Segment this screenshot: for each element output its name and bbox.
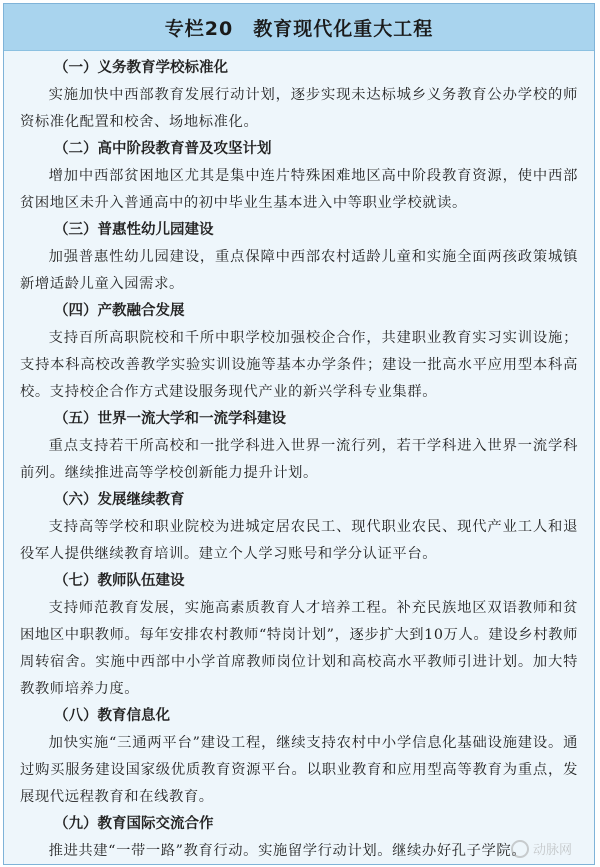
section-heading: （四）产教融合发展 (54, 303, 185, 319)
watermark (511, 839, 572, 858)
section-heading: （三）普惠性幼儿园建设 (54, 222, 214, 238)
section-5 (20, 406, 578, 487)
section-heading: （七）教师队伍建设 (54, 573, 185, 589)
watermark-text: 动脉网 (532, 843, 572, 858)
section-heading: （九）教育国际交流合作 (54, 816, 214, 832)
section-2 (20, 136, 578, 217)
section-heading: （五）世界一流大学和一流学科建设 (54, 411, 286, 427)
section-text: 增加中西部贫困地区尤其是集中连片特殊困难地区高中阶段教育资源，使中西部贫困地区未升入普通高中的初中毕业生基本进入中等职业学校就读。 (20, 168, 578, 211)
section-6 (20, 487, 578, 568)
section-8 (20, 703, 578, 811)
section-1 (20, 55, 578, 136)
section-4 (20, 298, 578, 406)
section-heading: （二）高中阶段教育普及攻坚计划 (54, 141, 272, 157)
title-bar (4, 4, 594, 51)
section-heading: （一）义务教育学校标准化 (54, 60, 228, 76)
section-text: 推进共建“一带一路”教育行动。实施留学行动计划。继续办好孔子学院。 (48, 843, 527, 859)
section-text: 加快实施“三通两平台”建设工程，继续支持农村中小学信息化基础设施建设。通过购买服务建设国家级优质教育资源平台。以职业教育和应用型高等教育为重点，发展现代远程教育和在线教育。 (20, 735, 578, 805)
section-7 (20, 568, 578, 703)
section-text: 重点支持若干所高校和一批学科进入世界一流行列，若干学科进入世界一流学科前列。继续推进高等学校创新能力提升计划。 (20, 438, 578, 481)
column-box (3, 3, 595, 865)
content (4, 51, 594, 865)
section-heading: （八）教育信息化 (54, 708, 170, 724)
section-9 (20, 811, 578, 865)
page-title: 专栏20 教育现代化重大工程 (164, 17, 434, 40)
section-text: 支持师范教育发展，实施高素质教育人才培养工程。补充民族地区双语教师和贫困地区中职教师。每年安排农村教师“特岗计划”，逐步扩大到10万人。建设乡村教师周转宿舍。实施中西部中小学首席教师岗位计划和高校高水平教师引进计划。加大特教教师培养力度。 (20, 600, 578, 697)
watermark-logo-icon (511, 840, 529, 858)
section-3 (20, 217, 578, 298)
section-text: 实施加快中西部教育发展行动计划，逐步实现未达标城乡义务教育公办学校的师资标准化配置和校舍、场地标准化。 (20, 87, 578, 130)
section-heading: （六）发展继续教育 (54, 492, 185, 508)
section-text: 加强普惠性幼儿园建设，重点保障中西部农村适龄儿童和实施全面两孩政策城镇新增适龄儿童入园需求。 (20, 249, 578, 292)
section-text: 支持百所高职院校和千所中职学校加强校企合作，共建职业教育实习实训设施；支持本科高校改善教学实验实训设施等基本办学条件；建设一批高水平应用型本科高校。支持校企合作方式建设服务现代产业的新兴学科专业集群。 (20, 330, 578, 400)
section-text: 支持高等学校和职业院校为进城定居农民工、现代职业农民、现代产业工人和退役军人提供继续教育培训。建立个人学习账号和学分认证平台。 (20, 519, 578, 562)
